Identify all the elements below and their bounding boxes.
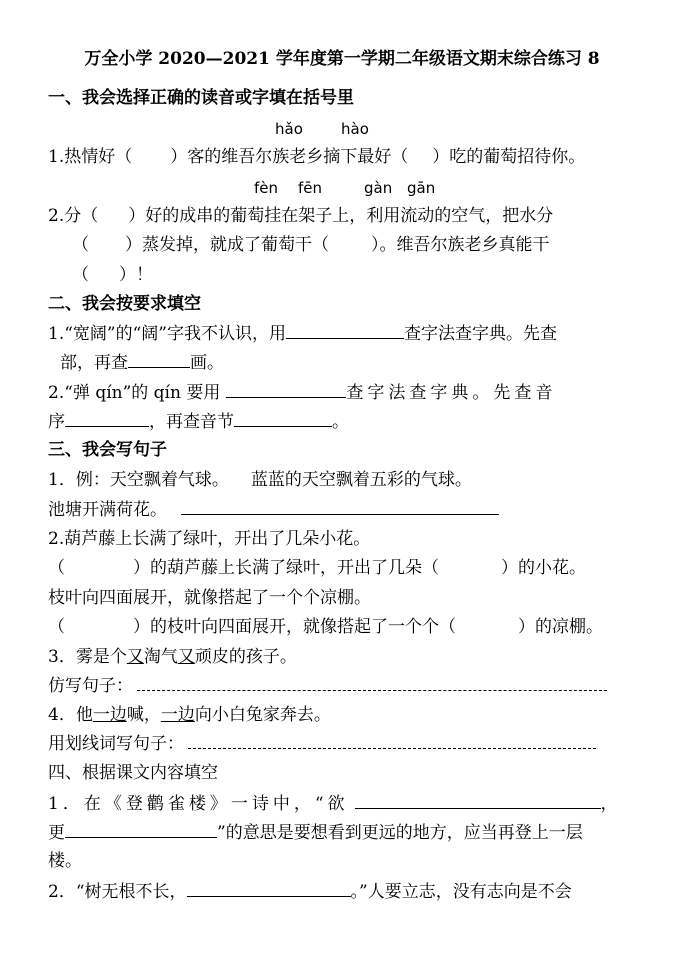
- question-4-1-line3: 楼。: [48, 851, 82, 871]
- page-title: 万全小学 2020—2021 学年度第一学期二年级语文期末综合练习 8: [84, 49, 600, 69]
- question-3-2-sentence1: 2.葫芦藤上长满了绿叶，开出了几朵小花。: [48, 529, 371, 549]
- answer-blank[interactable]: [65, 410, 149, 427]
- answer-line[interactable]: [188, 734, 596, 749]
- question-2-2-line2: 序 ，再查音节 。: [48, 412, 349, 432]
- answer-blank[interactable]: [234, 410, 332, 427]
- question-2-1-line1: 1.“宽阔”的“阔”字我不认识，用 查字法查字典。先查: [48, 324, 557, 344]
- question-4-2-line1: 2．“树无根不长， 。”人要立志，没有志向是不会: [48, 882, 572, 902]
- pinyin-gan4: gàn: [364, 179, 393, 197]
- question-1-2-line2: （ ）蒸发掉，就成了葡萄干（ ）。维吾尔族老乡真能干: [72, 235, 550, 255]
- answer-line[interactable]: [137, 676, 607, 691]
- section-3-heading: 三、我会写句子: [48, 440, 167, 460]
- question-3-2-fill2: （ ）的枝叶向四面展开，就像搭起了一个个（ ）的凉棚。: [48, 617, 603, 637]
- answer-blank[interactable]: [286, 322, 404, 339]
- section-4-heading: 四、根据课文内容填空: [48, 763, 218, 783]
- question-3-3-answer: 仿写句子：: [48, 675, 607, 697]
- pinyin-hao3: hǎo: [275, 120, 303, 138]
- answer-blank[interactable]: [187, 880, 351, 897]
- question-4-1-line1: 1．在《登鹳雀楼》一诗中，“欲 ，: [48, 794, 618, 814]
- question-3-3-sentence: 3．雾是个又淘气又顽皮的孩子。: [48, 647, 297, 667]
- answer-blank[interactable]: [181, 498, 499, 515]
- section-1-heading: 一、我会选择正确的读音或字填在括号里: [48, 88, 354, 108]
- question-3-2-sentence2: 枝叶向四面展开，就像搭起了一个个凉棚。: [48, 588, 371, 608]
- question-3-4-sentence: 4．他一边喊，一边向小白兔家奔去。: [48, 705, 331, 725]
- question-1-2-line1: 2.分（ ）好的成串的葡萄挂在架子上，利用流动的空气，把水分: [48, 206, 554, 226]
- question-1-2-line3: （ ）！: [72, 265, 153, 285]
- pinyin-fen4: fèn: [254, 179, 279, 197]
- answer-blank[interactable]: [226, 381, 346, 398]
- answer-blank[interactable]: [128, 351, 190, 368]
- question-3-4-answer: 用划线词写句子：: [48, 733, 596, 755]
- question-3-1-example: 1．例：天空飘着气球。 蓝蓝的天空飘着五彩的气球。: [48, 470, 472, 490]
- question-4-1-line2: 更 ”的意思是要想看到更远的地方，应当再登上一层: [48, 823, 583, 843]
- question-3-2-fill1: （ ）的葫芦藤上长满了绿叶，开出了几朵（ ）的小花。: [48, 558, 586, 578]
- answer-blank[interactable]: [355, 792, 601, 809]
- pinyin-hao4: hào: [341, 120, 369, 138]
- pinyin-fen1: fēn: [298, 179, 323, 197]
- answer-blank[interactable]: [65, 821, 217, 838]
- section-2-heading: 二、我会按要求填空: [48, 294, 201, 314]
- question-3-1-prompt: 池塘开满荷花。: [48, 498, 499, 521]
- question-2-1-line2: 部，再查 画。: [60, 353, 224, 373]
- pinyin-gan1: gān: [407, 179, 436, 197]
- question-2-2-line1: 2.“弹 qín”的 qín 要用 查字法查字典。先查音: [48, 383, 557, 403]
- question-1-1: 1.热情好（ ）客的维吾尔族老乡摘下最好（ ）吃的葡萄招待你。: [48, 147, 586, 167]
